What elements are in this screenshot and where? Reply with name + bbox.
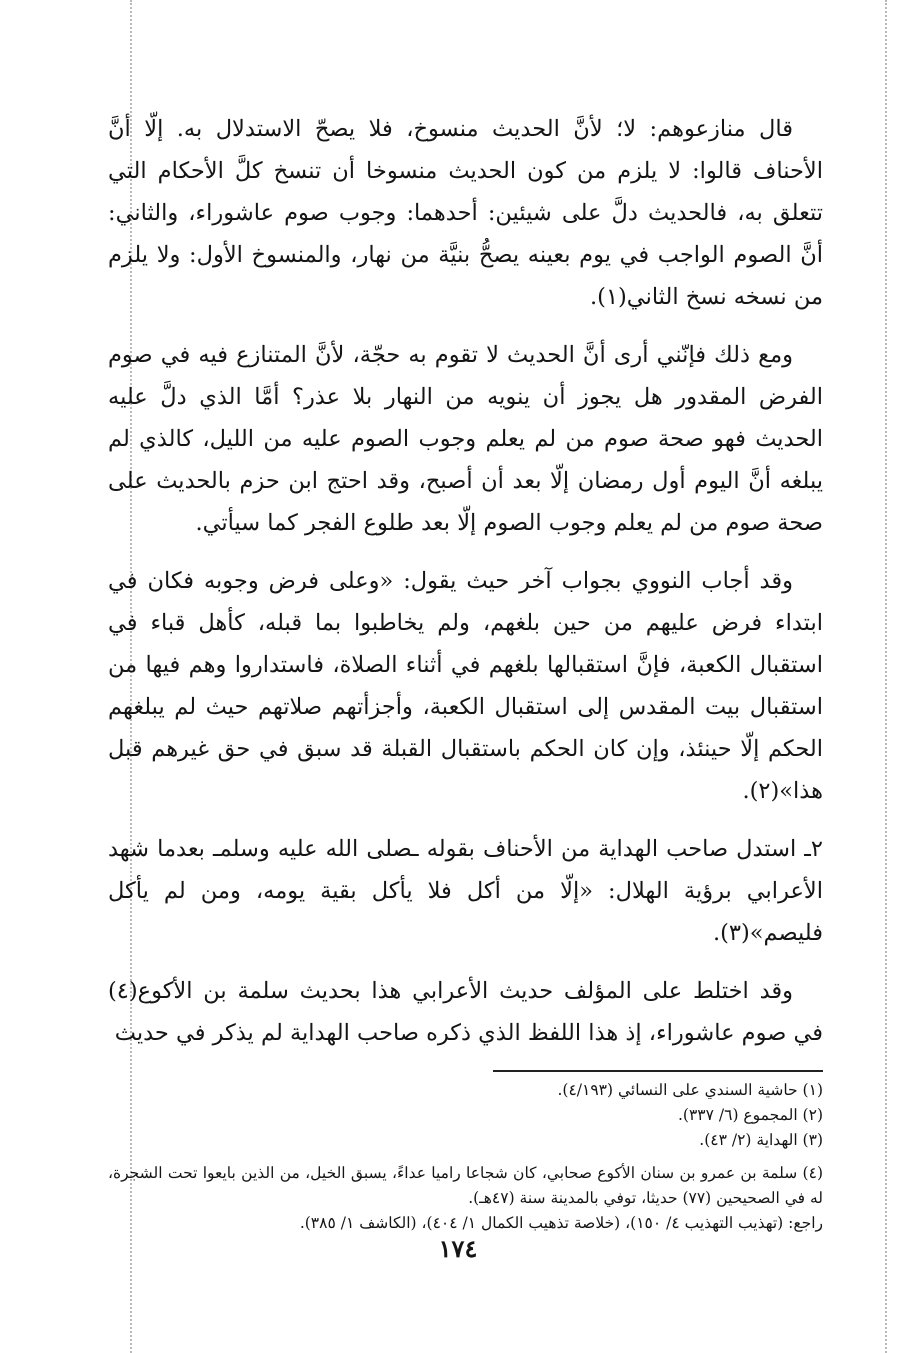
- paragraph-5: وقد اختلط على المؤلف حديث الأعرابي هذا بحديث سلمة بن الأكوع(٤) في صوم عاشوراء، إذ هذا اللفظ الذي ذكره صاحب الهداية لم يذكر في حديث: [108, 978, 823, 1046]
- paragraph-1: قال منازعوهم: لا؛ لأنَّ الحديث منسوخ، فلا يصحّ الاستدلال به. إلّا أنَّ الأحناف قالوا: لا يلزم من كون الحديث منسوخا أن تنسخ كلَّ الأحكام التي تتعلق به، فالحديث دلَّ على شيئين: أحدهما: وجوب صوم عاشوراء، والثاني: أنَّ الصوم الواجب في يوم بعينه يصحُّ بنيَّة من نهار، والمنسوخ الأول: ولا يلزم من نسخه نسخ الثاني(١).: [108, 116, 823, 310]
- footnotes: [108, 1078, 823, 1236]
- footnote-divider: [493, 1070, 823, 1072]
- page-number: ١٧٤: [438, 1234, 478, 1263]
- footnote-2: (٢) المجموع (٦/ ٣٣٧).: [677, 1106, 823, 1124]
- footnote-3: (٣) الهداية (٢/ ٤٣).: [699, 1131, 823, 1149]
- paragraph-3: وقد أجاب النووي بجواب آخر حيث يقول: «وعلى فرض وجوبه فكان في ابتداء فرض عليهم من حين بلغهم، ولم يخاطبوا بما قبله، كأهل قباء في استقبال الكعبة، فإنَّ استقبالها بلغهم في أثناء الصلاة، فاستداروا وهم فيها من استقبال بيت المقدس إلى استقبال الكعبة، وأجزأتهم صلاتهم حيث لم يبلغهم الحكم إلّا حينئذ، وإن كان الحكم باستقبال القبلة قد سبق في حق غيرهم قبل هذا»(٢).: [108, 568, 823, 804]
- footnote-4-references: راجع: (تهذيب التهذيب ٤/ ١٥٠)، (خلاصة تذهيب الكمال ١/ ٤٠٤)، (الكاشف ١/ ٣٨٥).: [299, 1214, 823, 1232]
- footnote-1: (١) حاشية السندي على النسائي (٤/١٩٣).: [557, 1081, 823, 1099]
- paragraph-2: ومع ذلك فإنّني أرى أنَّ الحديث لا تقوم به حجّة، لأنَّ المتنازع فيه في صوم الفرض المقدور هل يجوز أن ينويه من النهار بلا عذر؟ أمَّا الذي دلَّ عليه الحديث فهو صحة صوم من لم يعلم وجوب الصوم عليه من الليل، كالذي لم يبلغه أنَّ اليوم أول رمضان إلّا بعد أن أصبح، وقد احتج ابن حزم بالحديث على صحة صوم من لم يعلم وجوب الصوم إلّا بعد طلوع الفجر كما سيأتي.: [108, 342, 823, 536]
- footnote-4: (٤) سلمة بن عمرو بن سنان الأكوع صحابي، كان شجاعا راميا عداءً، يسبق الخيل، من الذين بايعوا تحت الشجرة، له في الصحيحين (٧٧) حديثا، توفي بالمدينة سنة (٤٧هـ).: [108, 1164, 823, 1207]
- paragraph-4: ٢ـ استدل صاحب الهداية من الأحناف بقوله ـصلى الله عليه وسلمـ بعدما شهد الأعرابي برؤية الهلال: «إلّا من أكل فلا يأكل بقية يومه، ومن لم يأكل فليصم»(٣).: [108, 836, 823, 946]
- page-body: [108, 108, 823, 1236]
- scan-binding-margin-right: [885, 0, 887, 1353]
